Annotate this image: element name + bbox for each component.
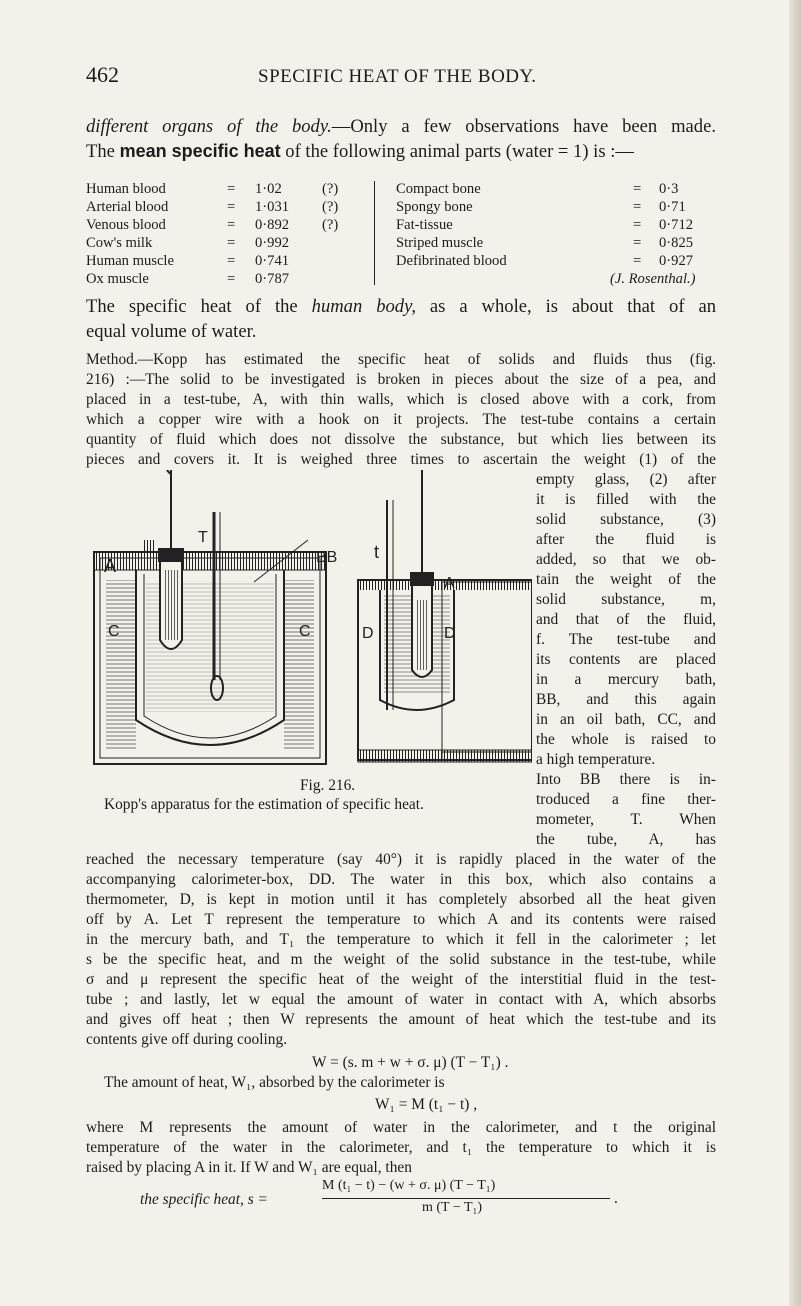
- method-line: 216) :—The solid to be investigated is broken in pieces about the size of a pea, and: [86, 371, 716, 388]
- intro-paragraph: [86, 114, 716, 164]
- method-column-line: the tube, A, has: [536, 831, 716, 848]
- table-row-name: Venous blood: [86, 217, 166, 233]
- intro-text: —Only a few observations have been made.: [331, 116, 716, 137]
- table-row-name: Spongy bone: [396, 199, 473, 215]
- table-divider: [374, 181, 375, 285]
- method-column-line: empty glass, (2) after: [536, 471, 716, 488]
- table-eq: =: [227, 235, 236, 251]
- calorimeter-apparatus: [358, 470, 532, 762]
- statement-italic: human body,: [311, 296, 416, 317]
- method-line: s be the specific heat, and m the weight of the solid substance in the test-tube, while: [86, 951, 716, 968]
- table-row-name: Human blood: [86, 181, 166, 197]
- method-column-line: f. The test-tube and: [536, 631, 716, 648]
- table-value: 1·02: [255, 181, 282, 197]
- table-eq: =: [227, 181, 236, 197]
- method-line: Method.—Kopp has estimated the specific heat of solids and fluids thus (fig.: [86, 351, 716, 368]
- table-value: 0·787: [255, 271, 290, 287]
- mean-specific-heat-term: mean specific heat: [119, 141, 281, 161]
- figure-label-d-right: D: [444, 625, 456, 642]
- method-column-line: troduced a fine ther-: [536, 791, 716, 808]
- table-eq: =: [633, 181, 642, 197]
- figure-number: Fig. 216.: [300, 777, 356, 794]
- method-column-line: Into BB there is in-: [536, 771, 716, 788]
- figure-label-a: A: [104, 556, 117, 576]
- method-line: quantity of fluid which does not dissolve the substance, but which lies between its: [86, 431, 716, 448]
- method-column-line: and that of the fluid,: [536, 611, 716, 628]
- method-line: thermometer, D, is kept in motion until it has completely absorbed all the heat given: [86, 891, 716, 908]
- table-source: (J. Rosenthal.): [610, 271, 696, 287]
- method-line: The amount of heat, W₁, absorbed by the calorimeter is: [104, 1074, 445, 1091]
- statement-text-2: as a whole, is about that of an: [415, 296, 717, 317]
- running-title: SPECIFIC HEAT OF THE BODY.: [258, 66, 537, 87]
- table-row-name: Compact bone: [396, 181, 481, 197]
- method-column-line: a high temperature.: [536, 751, 656, 768]
- method-column-line: added, so that we ob-: [536, 551, 716, 568]
- table-note: (?): [322, 181, 339, 197]
- table-value: 0·3: [659, 181, 679, 197]
- method-line: off by A. Let T represent the temperature to which A and its contents were raised: [86, 911, 716, 928]
- statement-text: The specific heat of the: [86, 296, 312, 317]
- table-eq: =: [633, 253, 642, 269]
- method-line: tube ; and lastly, let w equal the amount of water in contact with A, which absorbs: [86, 991, 716, 1008]
- method-column-line: solid substance, (3): [536, 511, 716, 528]
- method-line: reached the necessary temperature (say 40°) it is rapidly placed in the water of the: [86, 851, 716, 868]
- statement-paragraph: [86, 294, 716, 344]
- table-value: 0·712: [659, 217, 694, 233]
- fraction-numerator: M (t₁ − t) − (w + σ. μ) (T − T₁): [322, 1178, 496, 1193]
- table-eq: =: [227, 217, 236, 233]
- table-eq: =: [633, 199, 642, 215]
- figure-label-t: T: [198, 529, 208, 546]
- figure-label-c-right: C: [299, 623, 311, 640]
- method-line: temperature of the water in the calorimeter, and t₁ the temperature to which it is: [86, 1139, 716, 1156]
- table-value: 1·031: [255, 199, 290, 215]
- figure-label-c-left: C: [108, 623, 120, 640]
- method-column-line: mometer, T. When: [536, 811, 716, 828]
- formula-label: the specific heat, s =: [140, 1191, 268, 1208]
- method-column-line: BB, and this again: [536, 691, 716, 708]
- method-column-line: its contents are placed: [536, 651, 716, 668]
- table-row-name: Fat-tissue: [396, 217, 453, 233]
- method-line: and gives off heat ; then W represents the amount of heat which the test-tube and its: [86, 1011, 716, 1028]
- table-value: 0·892: [255, 217, 290, 233]
- page-edge: [789, 0, 801, 1306]
- method-line: where M represents the amount of water in the calorimeter, and t the original: [86, 1119, 716, 1136]
- statement-line-2: equal volume of water.: [86, 321, 257, 342]
- intro-text-2: The: [86, 141, 120, 162]
- method-line: in the mercury bath, and T₁ the temperature to which it fell in the calorimeter ; let: [86, 931, 716, 948]
- table-value: 0·927: [659, 253, 694, 269]
- table-row-name: Defibrinated blood: [396, 253, 507, 269]
- table-value: 0·71: [659, 199, 686, 215]
- method-line: placed in a test-tube, A, with thin walls, which is closed above with a cork, from: [86, 391, 716, 408]
- table-eq: =: [633, 235, 642, 251]
- method-line: pieces and covers it. It is weighed three times to ascertain the weight (1) of the: [86, 451, 716, 468]
- figure-caption: Kopp's apparatus for the estimation of specific heat.: [104, 796, 424, 813]
- method-column-line: the whole is raised to: [536, 731, 716, 748]
- fraction-bar: [322, 1198, 610, 1199]
- method-column-line: solid substance, m,: [536, 591, 716, 608]
- method-line: which a copper wire with a hook on it projects. The test-tube contains a certain: [86, 411, 716, 428]
- table-row-name: Striped muscle: [396, 235, 484, 251]
- table-note: (?): [322, 217, 339, 233]
- intro-italic: different organs of the body.: [86, 116, 332, 137]
- formula-heat-absorbed: W₁ = M (t₁ − t) ,: [375, 1096, 478, 1113]
- table-eq: =: [227, 253, 236, 269]
- table-value: 0·741: [255, 253, 290, 269]
- figure-label-bb: BB: [316, 549, 338, 566]
- table-eq: =: [227, 271, 236, 287]
- kopp-apparatus-figure: [86, 470, 532, 770]
- figure-label-t-small: t: [374, 542, 380, 562]
- formula-end: .: [614, 1190, 618, 1207]
- method-column-line: in a mercury bath,: [536, 671, 716, 688]
- figure-label-a-right: A: [444, 575, 455, 592]
- intro-text-3: of the following animal parts (water = 1) is :—: [280, 141, 634, 162]
- method-column-line: after the fluid is: [536, 531, 716, 548]
- page-header: [0, 62, 801, 102]
- method-line: contents give off during cooling.: [86, 1031, 288, 1048]
- table-value: 0·992: [255, 235, 290, 251]
- table-value: 0·825: [659, 235, 694, 251]
- fraction-denominator: m (T − T₁): [422, 1200, 483, 1215]
- formula-heat-given-off: W = (s. m + w + σ. μ) (T − T₁) .: [312, 1054, 509, 1071]
- table-note: (?): [322, 199, 339, 215]
- table-eq: =: [633, 217, 642, 233]
- table-row-name: Human muscle: [86, 253, 174, 269]
- oil-bath-apparatus: [94, 470, 337, 764]
- method-column-line: tain the weight of the: [536, 571, 716, 588]
- method-line: accompanying calorimeter-box, DD. The water in this box, which also contains a: [86, 871, 716, 888]
- table-eq: =: [227, 199, 236, 215]
- method-line: σ and μ represent the specific heat of the weight of the interstitial fluid in the test-: [86, 971, 716, 988]
- table-row-name: Arterial blood: [86, 199, 169, 215]
- method-column-line: in an oil bath, CC, and: [536, 711, 716, 728]
- figure-label-d-left: D: [362, 625, 374, 642]
- method-column-line: it is filled with the: [536, 491, 716, 508]
- table-row-name: Cow's milk: [86, 235, 153, 251]
- table-row-name: Ox muscle: [86, 271, 149, 287]
- method-line: raised by placing A in it. If W and W₁ are equal, then: [86, 1159, 412, 1176]
- page-number: 462: [86, 62, 119, 87]
